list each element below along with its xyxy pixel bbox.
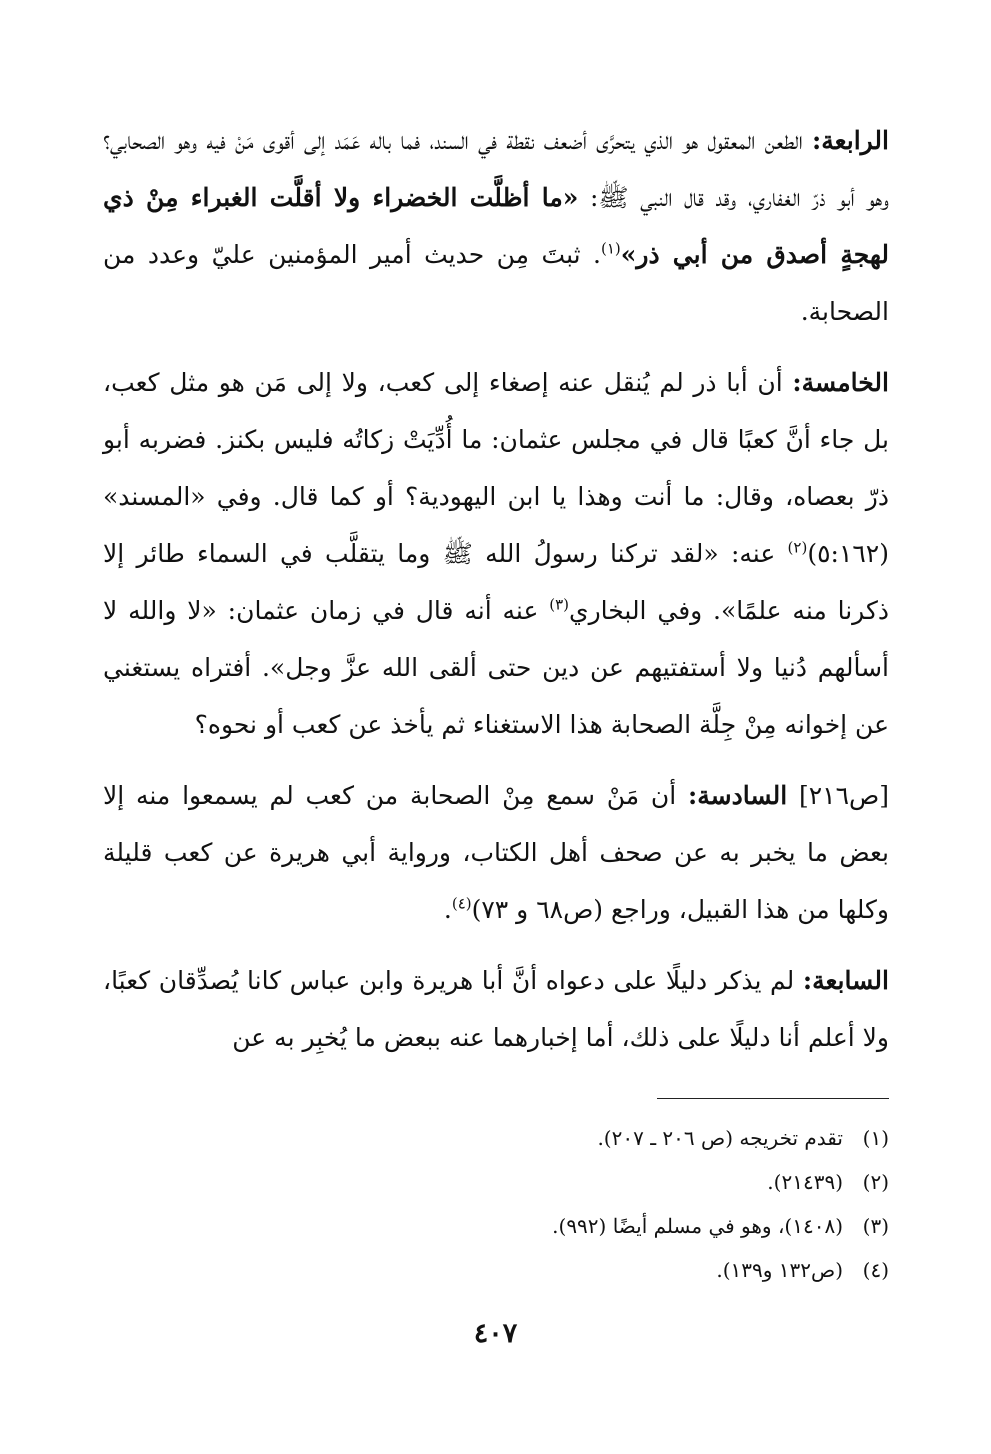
footnote-ref: (٤) xyxy=(451,894,472,913)
paragraph-text: . xyxy=(443,895,452,924)
footnote-text: (ص١٣٢ و١٣٩). xyxy=(716,1258,843,1282)
paragraph-lead: السادسة: xyxy=(688,781,788,810)
paragraph-sixth xyxy=(103,767,889,938)
paragraph-text: أن مَنْ سمع مِنْ الصحابة من كعب لم يسمعوا منه إلا بعض ما يخبر به عن صحف أهل الكتاب، ورواية أبي هريرة عن كعب قليلة وكلها من هذا القبيل، وراجع (ص٦٨ و ٧٣) xyxy=(103,781,889,924)
footnote-text: (٢١٤٣٩). xyxy=(767,1170,843,1194)
paragraph-text: أن أبا ذر لم يُنقل عنه إصغاء إلى كعب، ولا إلى مَن هو مثل كعب، بل جاء أنَّ كعبًا قال في مجلس عثمان: ما أُدِّيَتْ زكاتُه فليس بكنز. فضربه أبو ذرّ بعصاه، وقال: ما أنت وهذا يا ابن اليهودية؟ أو كما قال. وفي «المسند» (٥:١٦٢) xyxy=(103,368,889,568)
paragraph-seventh xyxy=(103,952,889,1066)
footnote-number: (١) xyxy=(862,1126,889,1150)
footnote-text: تقدم تخريجه (ص ٢٠٦ ـ ٢٠٧). xyxy=(597,1126,843,1150)
footnote-ref: (٢) xyxy=(787,538,808,557)
main-text xyxy=(103,112,889,1080)
paragraph-text: . ثبتَ مِن حديث أمير المؤمنين عليّ وعدد من الصحابة. xyxy=(103,240,889,326)
footnote-number: (٤) xyxy=(862,1258,889,1282)
paragraph-text: الطعن المعقول هو الذي يتحرَّى أضعف نقطة في السند، فما باله عَمَد إلى أقوى مَنْ فيه وهو الصحابي؟ وهو أبو ذرّ الغفاري، وقد قال النبي ﷺ: xyxy=(103,126,889,212)
footnote-item xyxy=(103,1116,889,1160)
paragraph-lead: الرابعة: xyxy=(812,126,889,155)
page-number: ٤٠٧ xyxy=(473,1318,518,1349)
footnote-text: (١٤٠٨)، وهو في مسلم أيضًا (٩٩٢). xyxy=(552,1214,843,1238)
paragraph-text: عنه: «لقد تركنا رسولُ الله ﷺ وما يتقلَّب في السماء طائر إلا ذكرنا منه علمًا». وفي البخاري xyxy=(103,539,890,625)
hadith-quote: «ما أظلَّت الخضراء ولا أقلَّت الغبراء مِنْ ذي لهجةٍ أصدق من أبي ذر» xyxy=(103,183,889,269)
paragraph-fourth xyxy=(103,112,889,340)
paragraph-text: عنه أنه قال في زمان عثمان: «لا والله لا أسألهم دُنيا ولا أستفتيهم عن دين حتى ألقى الله عزَّ وجل». أفتراه يستغني عن إخوانه مِنْ جِلَّة الصحابة هذا الاستغناء ثم يأخذ عن كعب أو نحوه؟ xyxy=(103,596,889,739)
footnote-item xyxy=(103,1204,889,1248)
footnotes xyxy=(103,1116,889,1292)
footnote-item xyxy=(103,1160,889,1204)
paragraph-text: لم يذكر دليلًا على دعواه أنَّ أبا هريرة وابن عباس كانا يُصدِّقان كعبًا، ولا أعلم أنا دليلًا على ذلك، أما إخبارهما عنه ببعض ما يُخبِر به عن xyxy=(103,966,889,1052)
footnote-number: (٣) xyxy=(862,1214,889,1238)
footnote-ref: (١) xyxy=(600,239,621,258)
paragraph-lead: الخامسة: xyxy=(792,368,889,397)
footnote-item xyxy=(103,1248,889,1292)
footnote-separator xyxy=(657,1098,889,1099)
footnote-ref: (٣) xyxy=(549,595,569,614)
page-marker: [ص٢١٦] xyxy=(787,781,890,810)
paragraph-fifth xyxy=(103,354,889,753)
footnote-number: (٢) xyxy=(862,1170,889,1194)
paragraph-lead: السابعة: xyxy=(802,966,889,995)
